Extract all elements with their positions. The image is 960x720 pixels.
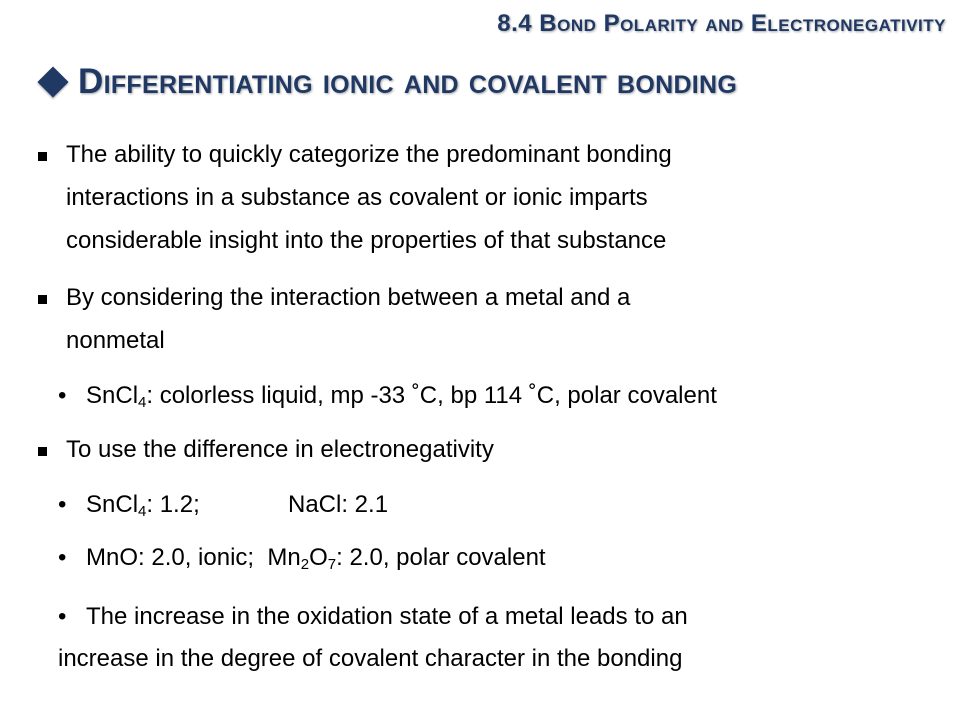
slide-title [38,62,737,102]
bullet-2-line-1: By considering the interaction between a metal and a [66,284,631,311]
sub-bullet-en-differences: SnCl$_4$: 1.2; [86,491,200,520]
diamond-bullet-icon [37,66,68,97]
sub-bullet-nacl: NaCl: 2.1 [288,491,389,518]
slide-title-text: Differentiating ionic and covalent bonding [78,62,738,101]
bullet-1-line-3: considerable insight into the properties of that substance [66,227,667,254]
sub-bullet-sncl4-properties: SnCl$_4$: colorless liquid, mp -33 ˚C, bp 114 ˚C, polar covalent [86,382,717,411]
bullet-1-line-2: interactions in a substance as covalent or ionic imparts [66,184,648,211]
square-bullet-icon [38,152,47,161]
round-bullet-icon: • [58,603,67,630]
round-bullet-icon: • [58,382,67,409]
section-title: 8.4 Bond Polarity and Electronegativity [497,10,946,37]
round-bullet-icon: • [58,491,67,518]
square-bullet-icon [38,295,47,304]
sub-bullet-manganese-oxides: MnO: 2.0, ionic; $Mn_2O_7$: 2.0, polar covalent [86,544,546,573]
bullet-2-line-2: nonmetal [66,327,165,354]
bullet-1-line-1: The ability to quickly categorize the predominant bonding [66,141,672,168]
bullet-3-line-1: To use the difference in electronegativity [66,436,494,463]
round-bullet-icon: • [58,544,67,571]
sub-bullet-oxidation-line-1: The increase in the oxidation state of a metal leads to an [86,603,688,630]
sub-bullet-oxidation-line-2: increase in the degree of covalent character in the bonding [58,645,683,672]
square-bullet-icon [38,447,47,456]
